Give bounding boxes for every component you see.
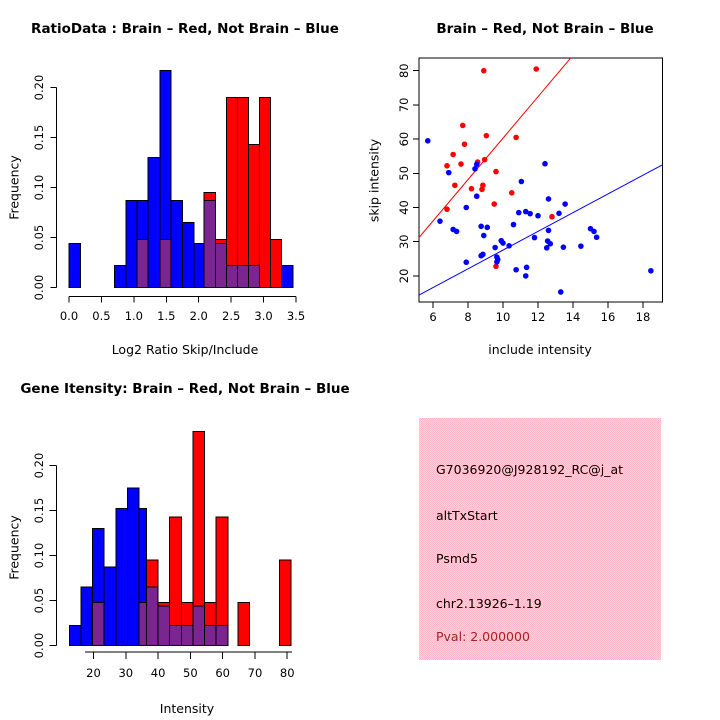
svg-text:10: 10 (495, 310, 511, 324)
svg-text:2.5: 2.5 (222, 309, 241, 323)
pval-text: Pval: 2.000000 (436, 629, 530, 644)
svg-text:3.5: 3.5 (286, 309, 306, 323)
svg-text:30: 30 (118, 666, 134, 680)
svg-text:70: 70 (397, 97, 411, 113)
intensity-scatter-canvas (360, 0, 720, 360)
svg-text:80: 80 (279, 666, 295, 680)
svg-text:0.10: 0.10 (32, 542, 46, 569)
svg-text:0.5: 0.5 (92, 309, 111, 323)
gene-hist-yaxis-label: Frequency (6, 515, 22, 580)
svg-text:70: 70 (247, 666, 263, 680)
svg-text:0.15: 0.15 (32, 497, 46, 524)
gene-hist-xaxis-label: Intensity (159, 701, 215, 716)
ratio-hist-yaxis-label: Frequency (6, 155, 22, 220)
svg-text:50: 50 (183, 666, 198, 680)
svg-text:16: 16 (600, 310, 616, 324)
svg-text:60: 60 (215, 666, 230, 680)
ratio-hist-xaxis-label: Log2 Ratio Skip/Include (111, 342, 259, 357)
svg-text:12: 12 (530, 310, 546, 324)
svg-text:0.05: 0.05 (32, 224, 46, 251)
svg-text:0.20: 0.20 (32, 452, 46, 479)
gene-name-text: Psmd5 (436, 551, 478, 566)
svg-text:40: 40 (397, 200, 411, 215)
svg-text:0.10: 0.10 (32, 174, 46, 201)
scatter-title: Brain – Red, Not Brain – Blue (436, 21, 654, 37)
svg-text:30: 30 (397, 234, 411, 250)
svg-text:0.0: 0.0 (59, 309, 79, 323)
svg-text:40: 40 (150, 666, 166, 680)
svg-text:1.5: 1.5 (157, 309, 176, 323)
svg-text:0.20: 0.20 (32, 74, 46, 101)
svg-text:2.0: 2.0 (189, 309, 208, 323)
svg-text:0.00: 0.00 (32, 632, 46, 659)
scatter-yaxis-label: skip intensity (366, 138, 382, 223)
probe-id-text: G7036920@J928192_RC@j_at (436, 462, 624, 477)
svg-text:0.15: 0.15 (32, 124, 46, 151)
event-type-text: altTxStart (436, 508, 498, 523)
svg-text:60: 60 (397, 131, 411, 147)
ratio-histogram-title: RatioData : Brain – Red, Not Brain – Blue (31, 21, 339, 37)
svg-text:14: 14 (565, 310, 581, 324)
svg-text:18: 18 (635, 310, 651, 324)
svg-text:50: 50 (397, 165, 411, 181)
locus-text: chr2.13926–1.19 (436, 596, 542, 611)
svg-text:0.00: 0.00 (32, 274, 46, 301)
gene-intensity-title: Gene Itensity: Brain – Red, Not Brain – Blue (20, 381, 350, 397)
svg-text:6: 6 (429, 310, 437, 324)
scatter-xaxis-label: include intensity (488, 342, 592, 357)
svg-text:20: 20 (397, 268, 411, 284)
svg-text:0.05: 0.05 (32, 587, 46, 614)
svg-text:80: 80 (397, 63, 411, 79)
ratio-histogram-canvas (0, 0, 360, 360)
svg-text:8: 8 (464, 310, 472, 324)
gene-intensity-histogram-canvas (0, 360, 360, 720)
svg-text:1.0: 1.0 (124, 309, 144, 323)
svg-text:3.0: 3.0 (254, 309, 273, 323)
svg-text:20: 20 (86, 666, 101, 680)
gene-info-panel (419, 418, 661, 660)
